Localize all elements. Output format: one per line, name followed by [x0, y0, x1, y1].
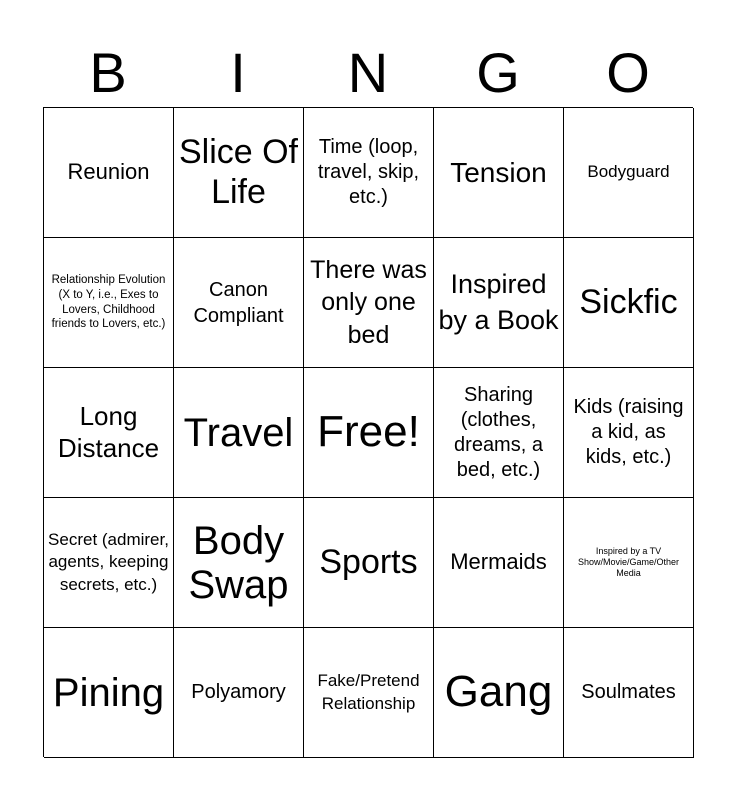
- cell-label: Bodyguard: [587, 162, 670, 182]
- cell-label: Pining: [52, 670, 165, 715]
- cell-label: Canon Compliant: [193, 278, 284, 327]
- bingo-cell-bodyguard[interactable]: [564, 108, 694, 238]
- cell-label: Inspired by a Book: [438, 269, 559, 335]
- header-letter-b: B: [89, 41, 127, 104]
- bingo-cell-reunion[interactable]: [44, 108, 174, 238]
- cell-label: Secret (admirer, agents, keeping secrets, etc.): [48, 530, 169, 594]
- bingo-header: [43, 38, 693, 108]
- cell-label: Long Distance: [57, 401, 160, 463]
- cell-label: Relationship Evolution (X to Y, i.e., Exes to Lovers, Childhood friends to Lovers, etc.): [51, 273, 166, 331]
- bingo-cell-free[interactable]: [304, 368, 434, 498]
- cell-label: Polyamory: [191, 681, 286, 703]
- bingo-cell-sharing[interactable]: [434, 368, 564, 498]
- cell-label: Sickfic: [579, 282, 678, 321]
- cell-label: Free!: [317, 407, 420, 457]
- bingo-cell-time[interactable]: [304, 108, 434, 238]
- bingo-cell-body-swap[interactable]: [174, 498, 304, 628]
- bingo-cell-polyamory[interactable]: [174, 628, 304, 758]
- cell-label: Tension: [450, 156, 547, 188]
- cell-label: Slice Of Life: [178, 133, 299, 211]
- bingo-cell-secret[interactable]: [44, 498, 174, 628]
- bingo-cell-pining[interactable]: [44, 628, 174, 758]
- bingo-cell-one-bed[interactable]: [304, 238, 434, 368]
- bingo-cell-slice-of-life[interactable]: [174, 108, 304, 238]
- bingo-cell-sickfic[interactable]: [564, 238, 694, 368]
- cell-label: Travel: [183, 410, 294, 455]
- cell-label: Inspired by a TV Show/Movie/Game/Other Media: [577, 546, 680, 578]
- cell-label: Sharing (clothes, dreams, a bed, etc.): [454, 383, 543, 481]
- cell-label: Soulmates: [581, 681, 676, 703]
- bingo-cell-sports[interactable]: [304, 498, 434, 628]
- bingo-cell-travel[interactable]: [174, 368, 304, 498]
- header-letter-n: N: [347, 41, 389, 104]
- bingo-cell-inspired-by-media[interactable]: [564, 498, 694, 628]
- cell-label: Gang: [444, 667, 553, 717]
- bingo-cell-inspired-by-a-book[interactable]: [434, 238, 564, 368]
- bingo-board: [43, 107, 693, 757]
- cell-label: Time (loop, travel, skip, etc.): [317, 136, 420, 208]
- header-letter-i: I: [230, 41, 246, 104]
- bingo-cell-canon-compliant[interactable]: [174, 238, 304, 368]
- cell-label: Fake/Pretend Relationship: [317, 671, 420, 713]
- cell-label: Sports: [319, 542, 418, 581]
- cell-label: Mermaids: [450, 549, 547, 575]
- bingo-cell-long-distance[interactable]: [44, 368, 174, 498]
- bingo-cell-relationship-evolution[interactable]: [44, 238, 174, 368]
- header-letter-g: G: [476, 41, 520, 104]
- cell-label: There was only one bed: [310, 255, 427, 349]
- bingo-cell-mermaids[interactable]: [434, 498, 564, 628]
- cell-label: Body Swap: [188, 518, 289, 607]
- bingo-cell-gang[interactable]: [434, 628, 564, 758]
- bingo-cell-tension[interactable]: [434, 108, 564, 238]
- cell-label: Reunion: [67, 159, 150, 185]
- bingo-cell-kids[interactable]: [564, 368, 694, 498]
- cell-label: Kids (raising a kid, as kids, etc.): [573, 396, 684, 468]
- bingo-cell-soulmates[interactable]: [564, 628, 694, 758]
- bingo-cell-fake-relationship[interactable]: [304, 628, 434, 758]
- header-letter-o: O: [606, 41, 650, 104]
